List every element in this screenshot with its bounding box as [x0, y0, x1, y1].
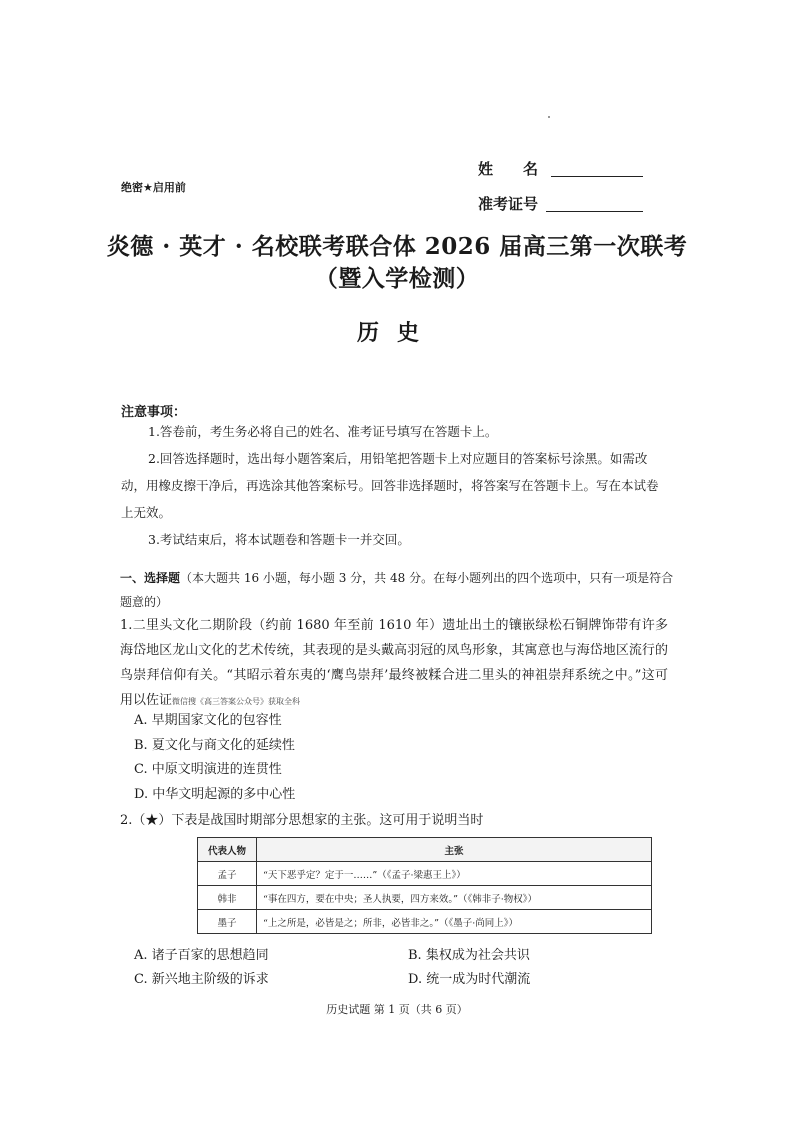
table-header-cell: 主张: [257, 838, 652, 862]
q2-option-b[interactable]: B. 集权成为社会共识: [408, 948, 530, 963]
table-cell-claim: “天下恶乎定？定于一……”（《孟子·梁惠王上》）: [257, 862, 652, 886]
notice-item: 3.考试结束后，将本试题卷和答题卡一并交回。: [148, 532, 410, 547]
table-row: [198, 862, 652, 886]
section-title: 一、选择题: [120, 571, 181, 585]
subject-title: 历史: [356, 320, 437, 346]
notice-item: 1.答卷前，考生务必将自己的姓名、准考证号填写在答题卡上。: [148, 424, 498, 439]
notice-heading: 注意事项：: [121, 405, 187, 420]
thinkers-table: [197, 837, 652, 934]
section-description: （本大题共 16 小题，每小题 3 分，共 48 分。在每小题列出的四个选项中，只有一项是符合题意的）: [120, 571, 674, 609]
exam-id-field[interactable]: [546, 193, 643, 212]
table-cell-claim: “上之所是，必皆是之；所非，必皆非之。”（《墨子·尚同上》）: [257, 910, 652, 934]
table-row: [198, 910, 652, 934]
q2-option-c[interactable]: C. 新兴地主阶级的诉求: [134, 972, 269, 987]
section-heading: [120, 566, 680, 614]
q1-option-c[interactable]: C. 中原文明演进的连贯性: [134, 762, 282, 777]
q2-option-a[interactable]: A. 诸子百家的思想趋同: [134, 948, 269, 963]
watermark-text: 微信搜《高三答案公众号》获取全科: [172, 697, 301, 706]
table-cell-claim: “事在四方，要在中央；圣人执要，四方来效。”（《韩非子·物权》）: [257, 886, 652, 910]
q1-option-b[interactable]: B. 夏文化与商文化的延续性: [134, 738, 295, 753]
question-1-stem: 1.二里头文化二期阶段（约前 1680 年至前 1610 年）遗址出土的镶嵌绿松石铜牌饰带有许多海岱地区龙山文化的艺术传统，其表现的是头戴高羽冠的凤鸟形象，其寓意也与海岱地区流行的鸟崇拜信仰有关。“其昭示着东夷的‘鹰鸟崇拜’最终被糅合进二里头的神祖崇拜系统之中。”这可用以佐证: [120, 618, 668, 708]
question-2-stem: 2.（★）下表是战国时期部分思想家的主张。这可用于说明当时: [120, 813, 484, 828]
table-cell-name: 孟子: [198, 862, 257, 886]
table-cell-name: 韩非: [198, 886, 257, 910]
scan-speck: [548, 116, 550, 118]
table-header-row: [198, 838, 652, 862]
exam-title: 炎德 · 英才 · 名校联考联合体 2026 届高三第一次联考: [106, 233, 688, 260]
q1-option-d[interactable]: D. 中华文明起源的多中心性: [134, 787, 296, 802]
q1-option-a[interactable]: A. 早期国家文化的包容性: [134, 713, 282, 728]
q2-option-d[interactable]: D. 统一成为时代潮流: [408, 972, 531, 987]
notice-item: 2.回答选择题时，选出每小题答案后，用铅笔把答题卡上对应题目的答案标号涂黑。如需改动，用橡皮擦干净后，再选涂其他答案标号。回答非选择题时，将答案写在答题卡上。写在本试卷上无效。: [121, 451, 659, 520]
confidential-label: 绝密★启用前: [121, 181, 186, 194]
exam-id-label: 准考证号: [478, 195, 539, 213]
notice-list: [121, 418, 666, 553]
exam-subtitle: （暨入学检测）: [314, 265, 480, 292]
table-header-cell: 代表人物: [198, 838, 257, 862]
page-footer: 历史试题 第 1 页（共 6 页）: [326, 1003, 468, 1016]
name-field[interactable]: [551, 158, 643, 177]
question-1: [120, 613, 668, 714]
table-cell-name: 墨子: [198, 910, 257, 934]
table-row: [198, 886, 652, 910]
name-label: 姓 名: [478, 160, 539, 178]
